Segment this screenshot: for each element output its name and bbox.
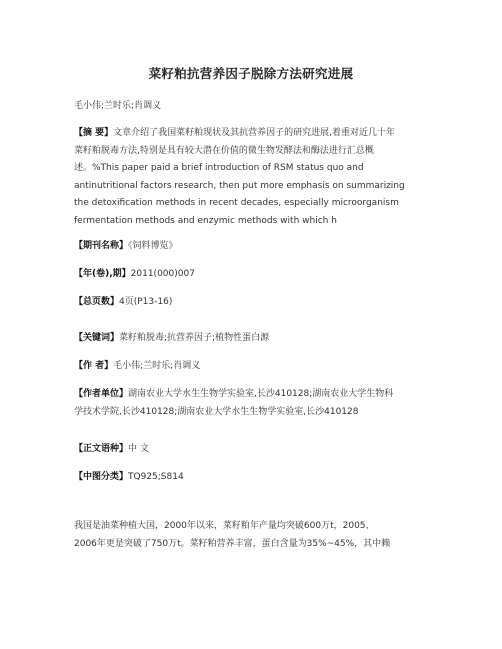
pages-label: 【总页数】 <box>74 297 120 307</box>
abstract-line-5: the detoxification methods in recent decades, especially microorganism <box>74 198 399 208</box>
language-label: 【正文语种】 <box>74 444 129 454</box>
year-value: 2011(000)007 <box>130 269 195 279</box>
journal-field <box>74 238 434 256</box>
author-line: 毛小伟;兰时乐;肖调义 <box>74 101 162 111</box>
author-label: 【作 者】 <box>74 361 114 371</box>
affiliation-line-1: 【作者单位】湖南农业大学水生生物学实验室,长沙410128;湖南农业大学生物科 <box>74 389 394 399</box>
body-line-1: 我国是油菜种植大国，2000年以来，菜籽粕年产量均突破600万t，2005、 <box>74 521 375 531</box>
pages-value: 4页(P13-16) <box>119 297 173 307</box>
abstract-section <box>74 125 434 230</box>
abstract-line-1: 【摘 要】文章介绍了我国菜籽粕现状及其抗营养因子的研究进展,着重对近几十年 <box>74 128 396 138</box>
year-field <box>74 266 434 284</box>
classification-value: TQ925;S814 <box>128 472 184 482</box>
affiliation-line-2: 学技术学院,长沙410128;湖南农业大学水生生物学实验室,长沙410128 <box>74 406 359 417</box>
affiliation-label: 【作者单位】 <box>74 389 129 399</box>
author-value: 毛小伟;兰时乐;肖调义 <box>113 361 201 371</box>
classification-field <box>74 469 434 487</box>
body-paragraph <box>74 518 434 553</box>
abstract-line-2: 菜籽粕脱毒方法,特别是具有较大潜在价值的微生物发酵法和酶法进行汇总概 <box>74 145 374 156</box>
author-field <box>74 358 434 376</box>
affiliation-field <box>74 386 434 421</box>
body-line-2: 2006年更是突破了750万t。菜籽粕营养丰富，蛋白含量为35%~45%，其中赖 <box>74 538 391 549</box>
classification-label: 【中图分类】 <box>74 472 129 482</box>
paper-title: 菜籽粕抗营养因子脱除方法研究进展 <box>148 66 354 81</box>
journal-label: 【期刊名称】 <box>74 241 129 251</box>
keywords-value: 菜籽粕脱毒;抗营养因子;植物性蛋白源 <box>119 333 270 343</box>
abstract-line-3: 述。%This paper paid a brief introduction of RSM status quo and <box>74 163 364 173</box>
language-field <box>74 441 434 459</box>
abstract-line-6: fermentation methods and enzymic methods with which h <box>74 215 337 226</box>
abstract-line-4: antinutritional factors research, then put more emphasis on summarizing <box>74 180 405 191</box>
pages-field <box>74 294 434 312</box>
keywords-label: 【关键词】 <box>74 333 120 343</box>
abstract-label: 【摘 要】 <box>74 128 114 138</box>
language-value: 中 文 <box>128 444 149 454</box>
journal-value: 《饲料博览》 <box>128 241 178 251</box>
year-label: 【年(卷),期】 <box>74 269 131 279</box>
keywords-field <box>74 330 434 348</box>
